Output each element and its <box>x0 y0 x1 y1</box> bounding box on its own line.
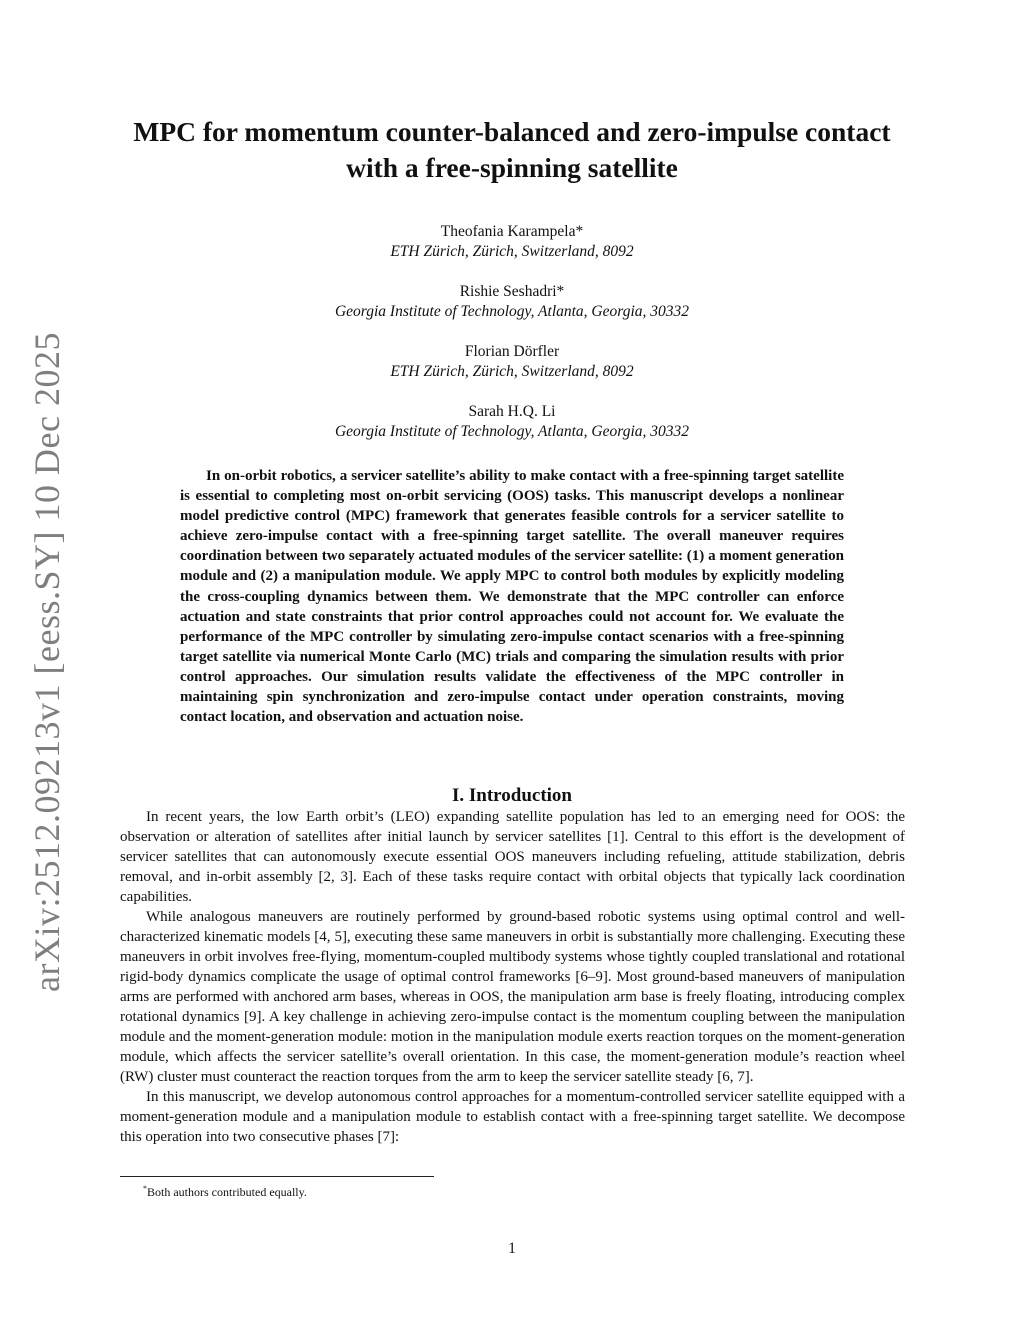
author-3 <box>200 342 824 382</box>
paper-title <box>100 114 924 186</box>
footnote-text: Both authors contributed equally. <box>147 1185 307 1199</box>
footnote-mark: * <box>143 1184 147 1193</box>
introduction-body <box>120 807 905 1147</box>
author-name: Rishie Seshadri* <box>459 283 565 300</box>
author-4 <box>200 402 824 442</box>
arxiv-identifier: arXiv:2512.09213v1 [eess.SY] 10 Dec 2025 <box>27 332 67 992</box>
title-line-1: MPC for momentum counter-balanced and zero-impulse contact <box>133 116 891 147</box>
author-name: Sarah H.Q. Li <box>468 403 556 420</box>
abstract: In on-orbit robotics, a servicer satellite’s ability to make contact with a free-spinning target satellite is essential to completing most on-orbit servicing (OOS) tasks. This manuscript develops a nonlinear model predictive control (MPC) framework that generates feasible controls for a servicer satellite to achieve zero-impulse contact with a free-spinning target satellite. The overall maneuver requires coordination between two separately actuated modules of the servicer satellite: (1) a moment generation module and (2) a manipulation module. We apply MPC to control both modules by explicitly modeling the cross-coupling dynamics between them. We demonstrate that the MPC controller can enforce actuation and state constraints that prior control approaches could not account for. We evaluate the performance of the MPC controller by simulating zero-impulse contact scenarios with a free-spinning target satellite via numerical Monte Carlo (MC) trials and comparing the simulation results with prior control approaches. Our simulation results validate the effectiveness of the MPC controller in maintaining spin synchronization and zero-impulse contact under operation constraints, moving contact location, and observation and actuation noise. <box>180 468 844 726</box>
title-line-2: with a free-spinning satellite <box>346 152 678 183</box>
section-heading: I. Introduction <box>451 785 572 806</box>
author-name: Theofania Karampela* <box>440 223 584 240</box>
page-number: 1 <box>508 1240 516 1257</box>
author-affiliation: Georgia Institute of Technology, Atlanta, Georgia, 30332 <box>334 303 690 320</box>
footnote <box>143 1181 307 1200</box>
footnote-divider <box>120 1176 434 1177</box>
paragraph: While analogous maneuvers are routinely performed by ground-based robotic systems using optimal control and well-characterized kinematic models [4, 5], executing these same maneuvers in orbit is substantially more challenging. Executing these maneuvers in orbit involves free-flying, momentum-coupled multibody systems whose tightly coupled translational and rotational rigid-body dynamics complicate the usage of optimal control frameworks [6–9]. Most ground-based maneuvers of manipulation arms are performed with anchored arm bases, whereas in OOS, the manipulation arm base is freely floating, introducing complex rotational dynamics [9]. A key challenge in achieving zero-impulse contact is the momentum coupling between the manipulation module and the moment-generation module: motion in the manipulation module exerts reaction torques on the moment-generation module, which affects the servicer satellite’s overall orientation. In this case, the moment-generation module’s reaction wheel (RW) cluster must counteract the reaction torques from the arm to keep the servicer satellite steady [6, 7]. <box>120 909 905 1085</box>
author-1 <box>200 222 824 262</box>
author-name: Florian Dörfler <box>464 343 560 360</box>
author-affiliation: Georgia Institute of Technology, Atlanta, Georgia, 30332 <box>334 423 690 440</box>
author-affiliation: ETH Zürich, Zürich, Switzerland, 8092 <box>390 363 634 380</box>
paragraph: In this manuscript, we develop autonomous control approaches for a momentum-controlled servicer satellite equipped with a moment-generation module and a manipulation module to establish contact with a free-spinning target satellite. We decompose this operation into two consecutive phases [7]: <box>120 1089 905 1145</box>
author-2 <box>200 282 824 322</box>
author-affiliation: ETH Zürich, Zürich, Switzerland, 8092 <box>390 243 634 260</box>
paragraph: In recent years, the low Earth orbit’s (LEO) expanding satellite population has led to an emerging need for OOS: the observation or alteration of satellites after initial launch by servicer satellites [1]. Central to this effort is the development of servicer satellites that can autonomously execute essential OOS maneuvers including refueling, attitude stabilization, debris removal, and in-orbit assembly [2, 3]. Each of these tasks require contact with orbital objects that typically lack coordination capabilities. <box>120 809 905 905</box>
